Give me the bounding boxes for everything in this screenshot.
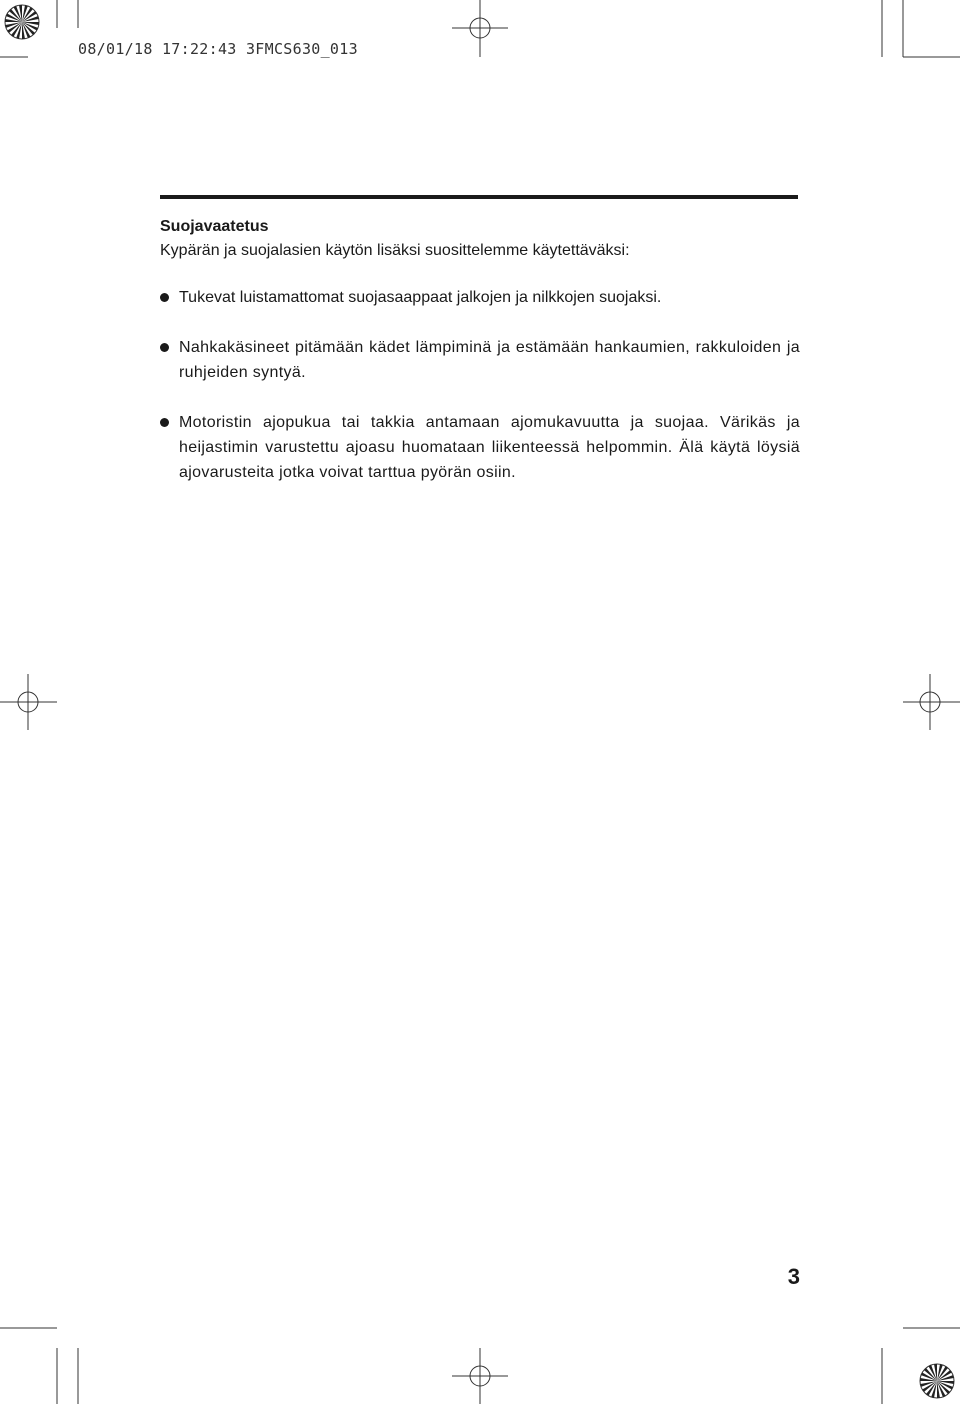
list-item — [160, 410, 800, 485]
crosshair-registration-icon — [452, 0, 508, 57]
list-item-text: Nahkakäsineet pitämään kädet lämpiminä ja estämään hankaumien, rakkuloiden ja ruhjeiden syntyä. — [179, 339, 800, 381]
section-intro: Kypärän ja suojalasien käytön lisäksi suosittelemme käytettäväksi: — [160, 242, 630, 259]
filled-circle-bullet-icon — [160, 418, 169, 427]
page-number: 3 — [787, 1264, 800, 1289]
list-item — [160, 285, 800, 310]
list-item — [160, 335, 800, 385]
crosshair-registration-icon — [903, 674, 960, 730]
section-content — [160, 216, 800, 510]
starburst-target-icon — [5, 5, 39, 39]
bullet-list — [160, 285, 800, 485]
filled-circle-bullet-icon — [160, 293, 169, 302]
list-item-text: Motoristin ajopukua tai takkia antamaan ajomukavuutta ja suojaa. Värikäs ja heijastimin varustettu ajoasu huomataan liikenteessä helpommin. Älä käytä löysiä ajovarusteita jotka voivat tarttua pyörän osiin. — [179, 414, 800, 481]
print-slug: 08/01/18 17:22:43 3FMCS630_013 — [78, 40, 358, 58]
section-rule — [160, 195, 798, 199]
filled-circle-bullet-icon — [160, 343, 169, 352]
crosshair-registration-icon — [452, 1348, 508, 1404]
starburst-target-icon — [920, 1364, 954, 1398]
list-item-text: Tukevat luistamattomat suojasaappaat jalkojen ja nilkkojen suojaksi. — [179, 289, 662, 306]
crosshair-registration-icon — [0, 674, 57, 730]
section-heading: Suojavaatetus — [160, 218, 269, 235]
